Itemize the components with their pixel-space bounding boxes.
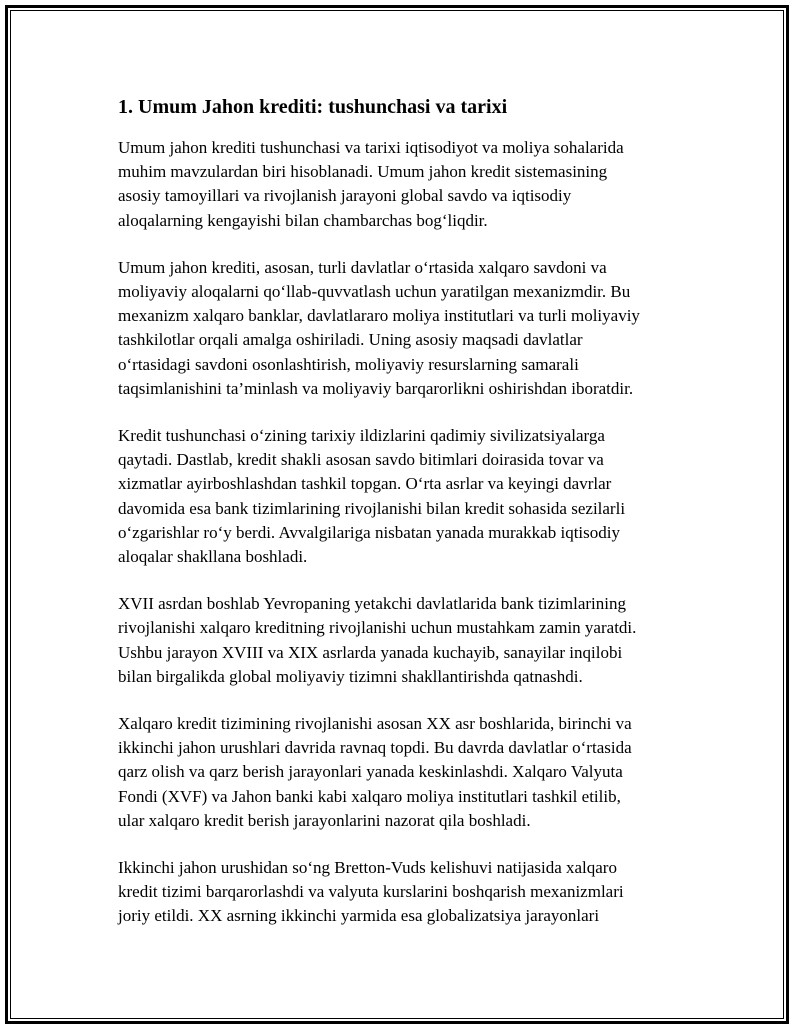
paragraph-6: Ikkinchi jahon urushidan so‘ng Bretton-Vuds kelishuvi natijasida xalqaro kredit tizimi barqarorlashdi va valyuta kurslarini boshqarish mexanizmlari joriy etildi. XX asrning ikkinchi yarmida esa globalizatsiya jarayonlari: [118, 858, 624, 926]
paragraph-1: Umum jahon krediti tushunchasi va tarixi iqtisodiyot va moliya sohalarida muhim mavzulardan biri hisoblanadi. Umum jahon kredit sistemasining asosiy tamoyillari va rivojlanish jarayoni global savdo va iqtisodiy aloqalarning kengayishi bilan chambarchas bog‘liqdir.: [118, 138, 624, 230]
document-body: [118, 93, 698, 952]
paragraph-4: XVII asrdan boshlab Yevropaning yetakchi davlatlarida bank tizimlarining rivojlanishi xalqaro kreditning rivojlanishi uchun mustahkam zamin yaratdi. Ushbu jarayon XVIII va XIX asrlarda yanada kuchayib, sanayilar inqilobi bilan birgalikda global moliyaviy tizimni shakllantirishda qatnashdi.: [118, 594, 637, 686]
section-heading: 1. Umum Jahon krediti: tushunchasi va tarixi: [118, 96, 508, 118]
paragraph-5: Xalqaro kredit tizimining rivojlanishi asosan XX asr boshlarida, birinchi va ikkinchi jahon urushlari davrida ravnaq topdi. Bu davrda davlatlar o‘rtasida qarz olish va qarz berish jarayonlari yanada keskinlashdi. Xalqaro Valyuta Fondi (XVF) va Jahon banki kabi xalqaro moliya institutlari tashkil etilib, ular xalqaro kredit berish jarayonlarini nazorat qila boshladi.: [118, 714, 632, 830]
paragraph-3: Kredit tushunchasi o‘zining tarixiy ildizlarini qadimiy sivilizatsiyalarga qaytadi. Dastlab, kredit shakli asosan savdo bitimlari doirasida tovar va xizmatlar ayirboshlashdan tashkil topgan. O‘rta asrlar va keyingi davrlar davomida esa bank tizimlarining rivojlanishi bilan kredit sohasida sezilarli o‘zgarishlar ro‘y berdi. Avvalgilariga nisbatan yanada murakkab iqtisodiy aloqalar shakllana boshladi.: [118, 426, 626, 567]
paragraph-2: Umum jahon krediti, asosan, turli davlatlar o‘rtasida xalqaro savdoni va moliyaviy aloqalarni qo‘llab-quvvatlash uchun yaratilgan mexanizmdir. Bu mexanizm xalqaro banklar, davlatlararo moliya institutlari va turli moliyaviy tashkilotlar orqali amalga oshiriladi. Uning asosiy maqsadi davlatlar o‘rtasidagi savdoni osonlashtirish, moliyaviy resurslarning samarali taqsimlanishini ta’minlash va moliyaviy barqarorlikni oshirishdan iboratdir.: [118, 257, 640, 398]
